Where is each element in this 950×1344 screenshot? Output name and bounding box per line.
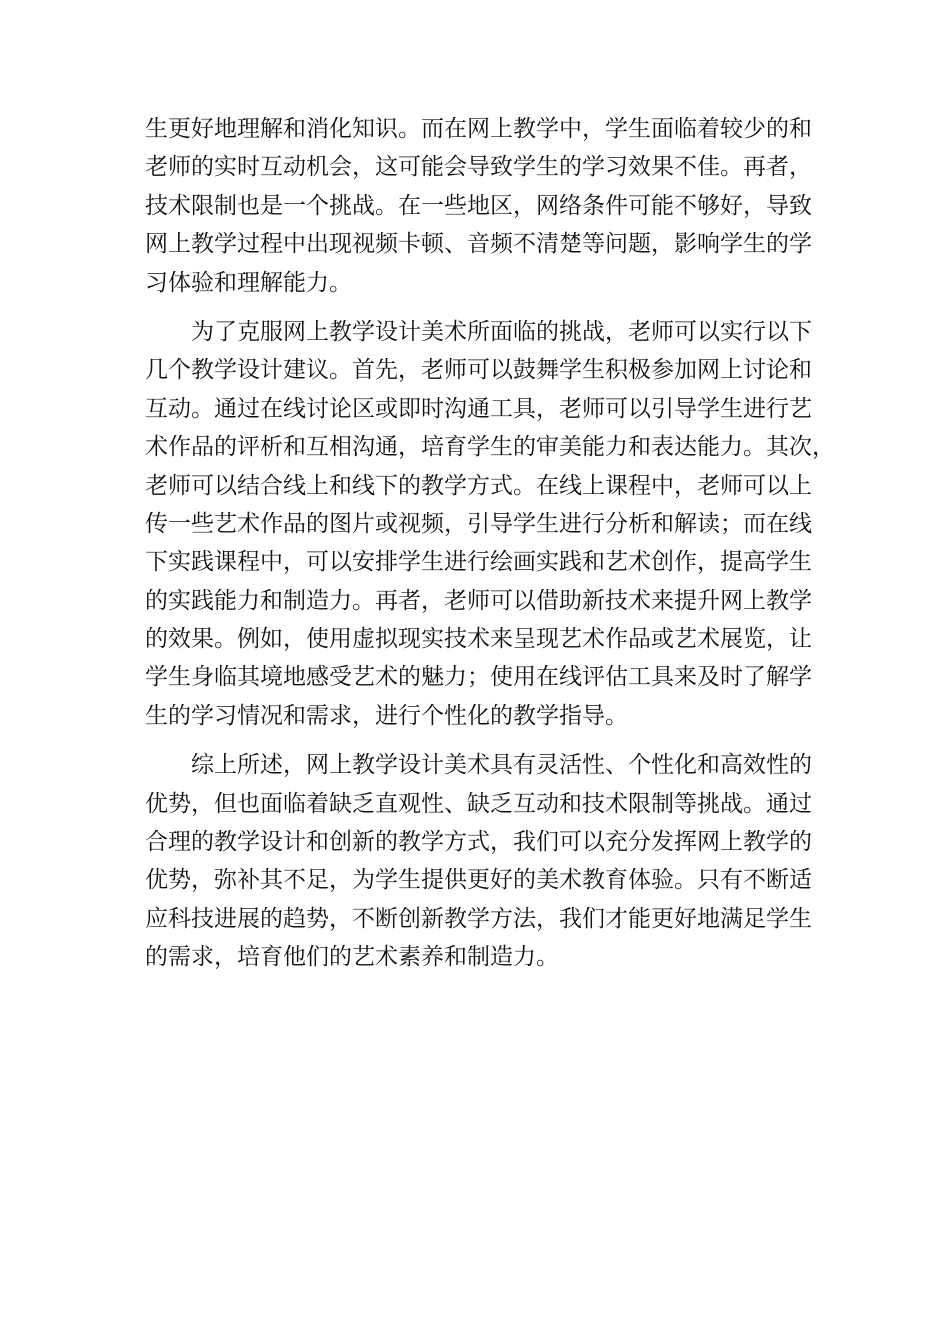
paragraph-line: 传一些艺术作品的图片或视频，引导学生进行分析和解读；而在线 (145, 510, 812, 537)
paragraph-2 (145, 313, 835, 735)
paragraph-1 (145, 110, 812, 302)
paragraph-line: 优势，弥补其不足，为学生提供更好的美术教育体验。只有不断适 (145, 867, 812, 894)
paragraph-line: 的需求，培育他们的艺术素养和制造力。 (145, 944, 559, 971)
paragraph-line: 的实践能力和制造力。再者，老师可以借助新技术来提升网上教学 (145, 587, 812, 614)
paragraph-line: 学生身临其境地感受艺术的魅力；使用在线评估工具来及时了解学 (145, 664, 812, 691)
paragraph-line: 为了克服网上教学设计美术所面临的挑战，老师可以实行以下 (191, 318, 812, 345)
paragraph-line: 网上教学过程中出现视频卡顿、音频不清楚等问题，影响学生的学 (145, 231, 812, 258)
paragraph-line: 的效果。例如，使用虚拟现实技术来呈现艺术作品或艺术展览，让 (145, 626, 812, 653)
paragraph-line: 生更好地理解和消化知识。而在网上教学中，学生面临着较少的和 (145, 116, 812, 142)
paragraph-line: 下实践课程中，可以安排学生进行绘画实践和艺术创作，提高学生 (145, 549, 812, 576)
paragraph-line: 技术限制也是一个挑战。在一些地区，网络条件可能不够好，导致 (145, 192, 812, 219)
paragraph-line: 老师可以结合线上和线下的教学方式。在线上课程中，老师可以上 (145, 472, 812, 499)
paragraph-line: 优势，但也面临着缺乏直观性、缺乏互动和技术限制等挑战。通过 (145, 790, 812, 817)
paragraph-line: 合理的教学设计和创新的教学方式，我们可以充分发挥网上教学的 (145, 829, 812, 856)
paragraph-line: 几个教学设计建议。首先，老师可以鼓舞学生积极参加网上讨论和 (145, 357, 812, 384)
paragraph-line: 综上所述，网上教学设计美术具有灵活性、个性化和高效性的 (191, 752, 812, 779)
document-body (145, 110, 835, 988)
paragraph-line: 术作品的评析和互相沟通，培育学生的审美能力和表达能力。其次， (145, 434, 835, 461)
paragraph-line: 生的学习情况和需求，进行个性化的教学指导。 (145, 702, 628, 729)
paragraph-line: 习体验和理解能力。 (145, 269, 352, 296)
paragraph-3 (145, 746, 812, 976)
paragraph-line: 老师的实时互动机会，这可能会导致学生的学习效果不佳。再者， (145, 154, 812, 181)
paragraph-line: 互动。通过在线讨论区或即时沟通工具，老师可以引导学生进行艺 (145, 395, 812, 422)
paragraph-line: 应科技进展的趋势，不断创新教学方法，我们才能更好地满足学生 (145, 905, 812, 932)
